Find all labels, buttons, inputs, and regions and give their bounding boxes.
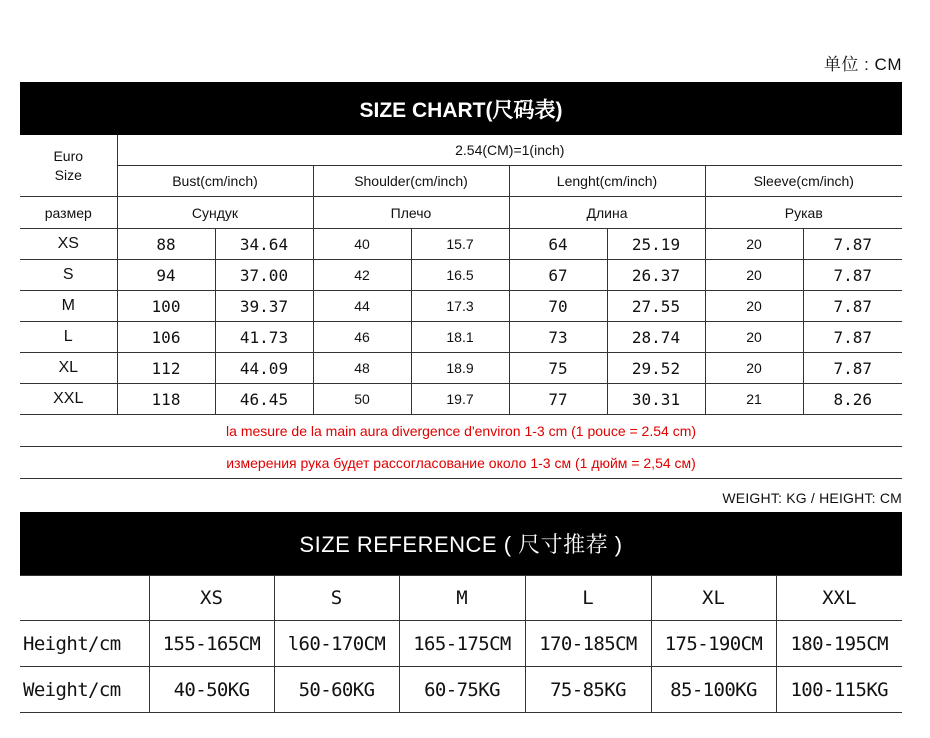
- cell-bust-cm: 112: [117, 353, 215, 384]
- cell-shoulder-cm: 42: [313, 260, 411, 291]
- note-french: la mesure de la main aura divergence d'environ 1-3 cm (1 pouce = 2.54 cm): [20, 415, 902, 447]
- reference-height-cell: 180-195CM: [776, 621, 902, 667]
- shoulder-header-ru: Плечо: [313, 197, 509, 229]
- cell-bust-in: 39.37: [215, 291, 313, 322]
- cell-length-in: 30.31: [607, 384, 705, 415]
- cell-shoulder-in: 15.7: [411, 229, 509, 260]
- reference-height-cell: 170-185CM: [525, 621, 651, 667]
- cell-size: XS: [20, 229, 117, 260]
- cell-shoulder-in: 18.9: [411, 353, 509, 384]
- weight-row-label: Weight/cm: [20, 667, 149, 713]
- euro-size-header: Euro Size: [20, 135, 117, 197]
- cell-size: S: [20, 260, 117, 291]
- cell-bust-cm: 106: [117, 322, 215, 353]
- shoulder-header: Shoulder(cm/inch): [313, 166, 509, 197]
- cell-shoulder-cm: 50: [313, 384, 411, 415]
- cell-bust-cm: 100: [117, 291, 215, 322]
- cell-sleeve-in: 7.87: [803, 229, 902, 260]
- cell-size: M: [20, 291, 117, 322]
- cell-size: XXL: [20, 384, 117, 415]
- cell-shoulder-in: 18.1: [411, 322, 509, 353]
- cell-shoulder-cm: 48: [313, 353, 411, 384]
- cell-shoulder-cm: 46: [313, 322, 411, 353]
- reference-size-header: XS: [149, 576, 274, 621]
- cell-bust-cm: 118: [117, 384, 215, 415]
- sleeve-header-ru: Рукав: [705, 197, 902, 229]
- size-reference-table: [20, 575, 902, 713]
- cell-sleeve-cm: 20: [705, 322, 803, 353]
- cell-length-cm: 64: [509, 229, 607, 260]
- cell-sleeve-in: 7.87: [803, 260, 902, 291]
- cell-shoulder-cm: 40: [313, 229, 411, 260]
- cell-shoulder-in: 19.7: [411, 384, 509, 415]
- cell-sleeve-in: 7.87: [803, 353, 902, 384]
- height-row-label: Height/cm: [20, 621, 149, 667]
- size-chart-row: [20, 291, 902, 322]
- size-chart-row: [20, 384, 902, 415]
- cell-shoulder-cm: 44: [313, 291, 411, 322]
- size-chart-row: [20, 260, 902, 291]
- reference-weight-cell: 50-60KG: [274, 667, 399, 713]
- size-chart-row: [20, 353, 902, 384]
- cell-sleeve-cm: 20: [705, 291, 803, 322]
- reference-height-cell: 175-190CM: [651, 621, 776, 667]
- cell-sleeve-cm: 20: [705, 260, 803, 291]
- cell-sleeve-in: 7.87: [803, 291, 902, 322]
- cell-length-in: 28.74: [607, 322, 705, 353]
- length-header: Lenght(cm/inch): [509, 166, 705, 197]
- reference-height-cell: 155-165CM: [149, 621, 274, 667]
- bust-header-ru: Сундук: [117, 197, 313, 229]
- russian-size-label: размер: [20, 197, 117, 229]
- weight-height-label: WEIGHT: KG / HEIGHT: CM: [722, 490, 902, 506]
- reference-size-header: XXL: [776, 576, 902, 621]
- size-chart-row: [20, 322, 902, 353]
- reference-height-cell: 165-175CM: [399, 621, 525, 667]
- bust-header: Bust(cm/inch): [117, 166, 313, 197]
- size-chart-table: [20, 135, 902, 479]
- cell-bust-cm: 94: [117, 260, 215, 291]
- reference-weight-cell: 75-85KG: [525, 667, 651, 713]
- cell-sleeve-in: 8.26: [803, 384, 902, 415]
- sleeve-header: Sleeve(cm/inch): [705, 166, 902, 197]
- cell-size: L: [20, 322, 117, 353]
- cell-sleeve-cm: 20: [705, 229, 803, 260]
- cell-length-in: 26.37: [607, 260, 705, 291]
- cell-bust-in: 44.09: [215, 353, 313, 384]
- cell-sleeve-cm: 21: [705, 384, 803, 415]
- reference-height-cell: l60-170CM: [274, 621, 399, 667]
- size-chart-title: SIZE CHART(尺码表): [20, 82, 902, 135]
- cell-size: XL: [20, 353, 117, 384]
- cell-length-cm: 73: [509, 322, 607, 353]
- reference-weight-cell: 100-115KG: [776, 667, 902, 713]
- cell-length-in: 27.55: [607, 291, 705, 322]
- reference-size-header: L: [525, 576, 651, 621]
- reference-corner-cell: [20, 576, 149, 621]
- cell-length-cm: 75: [509, 353, 607, 384]
- note-russian: измерения рука будет рассогласование около 1-3 см (1 дюйм = 2,54 см): [20, 447, 902, 479]
- cell-bust-in: 46.45: [215, 384, 313, 415]
- cell-shoulder-in: 17.3: [411, 291, 509, 322]
- length-header-ru: Длина: [509, 197, 705, 229]
- size-chart-row: [20, 229, 902, 260]
- reference-size-header: S: [274, 576, 399, 621]
- reference-size-header: M: [399, 576, 525, 621]
- cell-length-cm: 70: [509, 291, 607, 322]
- cell-bust-in: 41.73: [215, 322, 313, 353]
- reference-weight-cell: 85-100KG: [651, 667, 776, 713]
- cell-length-in: 25.19: [607, 229, 705, 260]
- conversion-header: 2.54(CM)=1(inch): [117, 135, 902, 166]
- cell-bust-cm: 88: [117, 229, 215, 260]
- reference-weight-cell: 40-50KG: [149, 667, 274, 713]
- cell-bust-in: 37.00: [215, 260, 313, 291]
- cell-length-in: 29.52: [607, 353, 705, 384]
- cell-sleeve-in: 7.87: [803, 322, 902, 353]
- size-reference-title: SIZE REFERENCE ( 尺寸推荐 ): [20, 512, 902, 575]
- unit-label: 单位 : CM: [823, 55, 902, 74]
- reference-size-header: XL: [651, 576, 776, 621]
- cell-bust-in: 34.64: [215, 229, 313, 260]
- reference-weight-cell: 60-75KG: [399, 667, 525, 713]
- cell-length-cm: 77: [509, 384, 607, 415]
- cell-length-cm: 67: [509, 260, 607, 291]
- cell-sleeve-cm: 20: [705, 353, 803, 384]
- cell-shoulder-in: 16.5: [411, 260, 509, 291]
